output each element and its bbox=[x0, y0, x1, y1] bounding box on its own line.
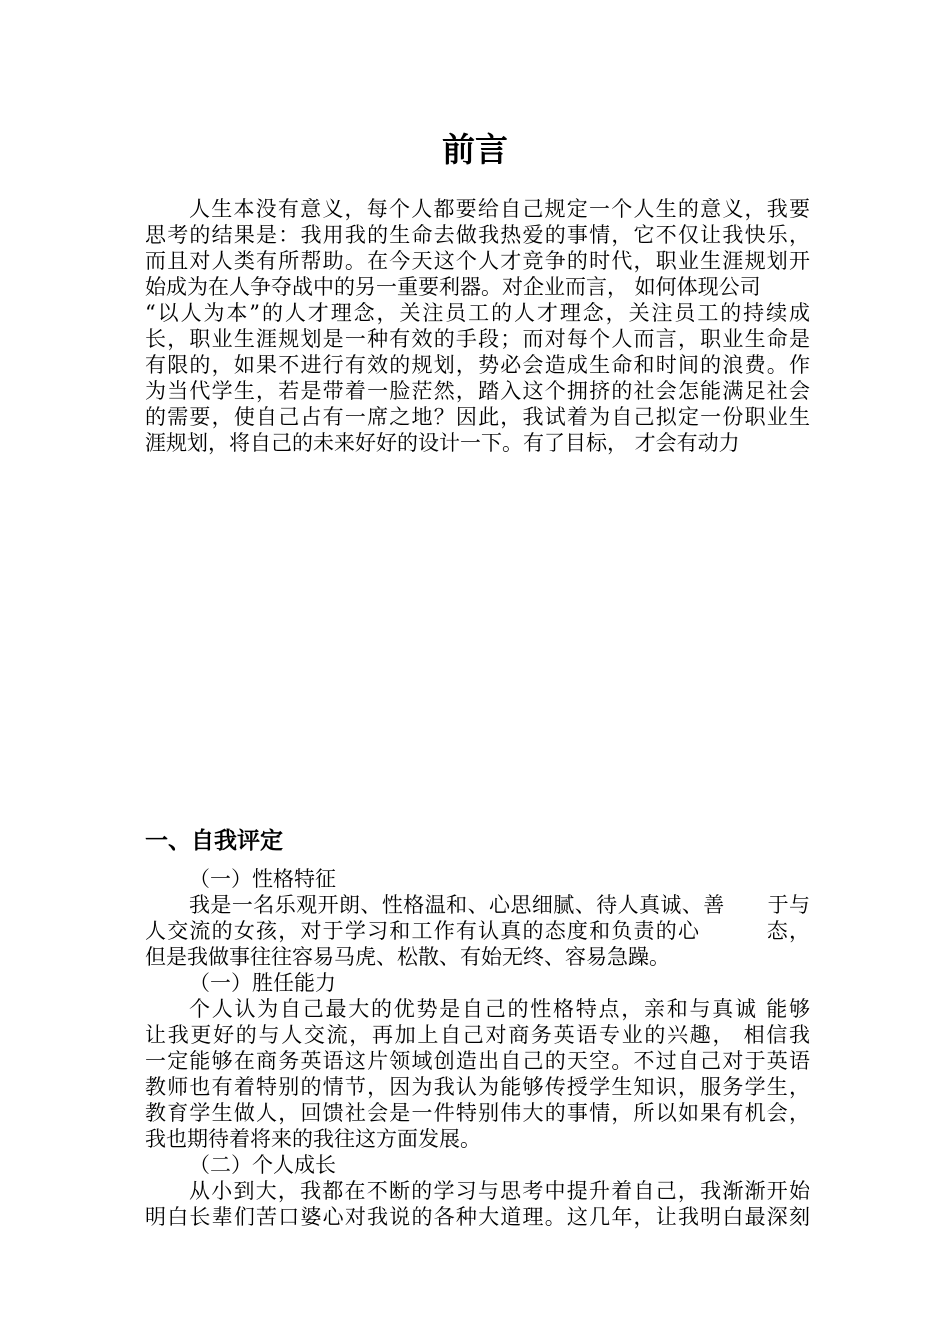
body-line: 人交流的女孩，对于学习和工作有认真的态度和负责的心 态， bbox=[145, 919, 810, 943]
body-line: 我是一名乐观开朗、性格温和、心思细腻、待人真诚、善 于与 bbox=[189, 893, 810, 917]
page-title: 前言 bbox=[442, 130, 508, 169]
body-line: 教师也有着特别的情节，因为我认为能够传授学生知识，服务学生， bbox=[145, 1075, 810, 1099]
body-line: 从小到大，我都在不断的学习与思考中提升着自己，我渐渐开始 bbox=[189, 1179, 810, 1203]
body-line: 但是我做事往往容易马虎、松散、有始无终、容易急躁。 bbox=[145, 945, 670, 969]
section-heading-self-assessment: 一、自我评定 bbox=[145, 828, 283, 854]
body-line: 让我更好的与人交流，再加上自己对商务英语专业的兴趣， 相信我 bbox=[145, 1023, 810, 1047]
preface-line: 的需要，使自己占有一席之地？因此，我试着为自己拟定一份职业生 bbox=[145, 405, 810, 429]
preface-line: “以人为本”的人才理念，关注员工的人才理念，关注员工的持续成 bbox=[145, 301, 810, 325]
preface-line: 而且对人类有所帮助。在今天这个人才竞争的时代，职业生涯规划开 bbox=[145, 249, 810, 273]
preface-line: 涯规划，将自己的未来好好的设计一下。有了目标， 才会有动力 bbox=[145, 431, 740, 455]
body-line: 明白长辈们苦口婆心对我说的各种大道理。这几年，让我明白最深刻 bbox=[145, 1205, 810, 1229]
body-line: 一定能够在商务英语这片领域创造出自己的天空。不过自己对于英语 bbox=[145, 1049, 810, 1073]
subsection-heading-growth: （二）个人成长 bbox=[189, 1153, 336, 1177]
body-line: 教育学生做人，回馈社会是一件特别伟大的事情，所以如果有机会， bbox=[145, 1101, 810, 1125]
section-body bbox=[145, 866, 810, 1230]
preface-line: 为当代学生，若是带着一脸茫然，踏入这个拥挤的社会怎能满足社会 bbox=[145, 379, 810, 403]
body-line: 个人认为自己最大的优势是自己的性格特点，亲和与真诚 能够 bbox=[189, 997, 810, 1021]
preface-line: 始成为在人争夺战中的另一重要利器。对企业而言， 如何体现公司 bbox=[145, 275, 761, 299]
subsection-heading-personality: （一）性格特征 bbox=[189, 867, 336, 891]
preface-paragraph bbox=[145, 196, 810, 456]
body-line: 我也期待着将来的我往这方面发展。 bbox=[145, 1127, 481, 1151]
preface-line: 人生本没有意义，每个人都要给自己规定一个人生的意义，我要 bbox=[189, 197, 810, 221]
preface-line: 思考的结果是：我用我的生命去做我热爱的事情，它不仅让我快乐， bbox=[145, 223, 810, 247]
subsection-heading-competence: （一）胜任能力 bbox=[189, 971, 336, 995]
preface-line: 长，职业生涯规划是一种有效的手段；而对每个人而言，职业生命是 bbox=[145, 327, 810, 351]
preface-line: 有限的，如果不进行有效的规划，势必会造成生命和时间的浪费。作 bbox=[145, 353, 810, 377]
